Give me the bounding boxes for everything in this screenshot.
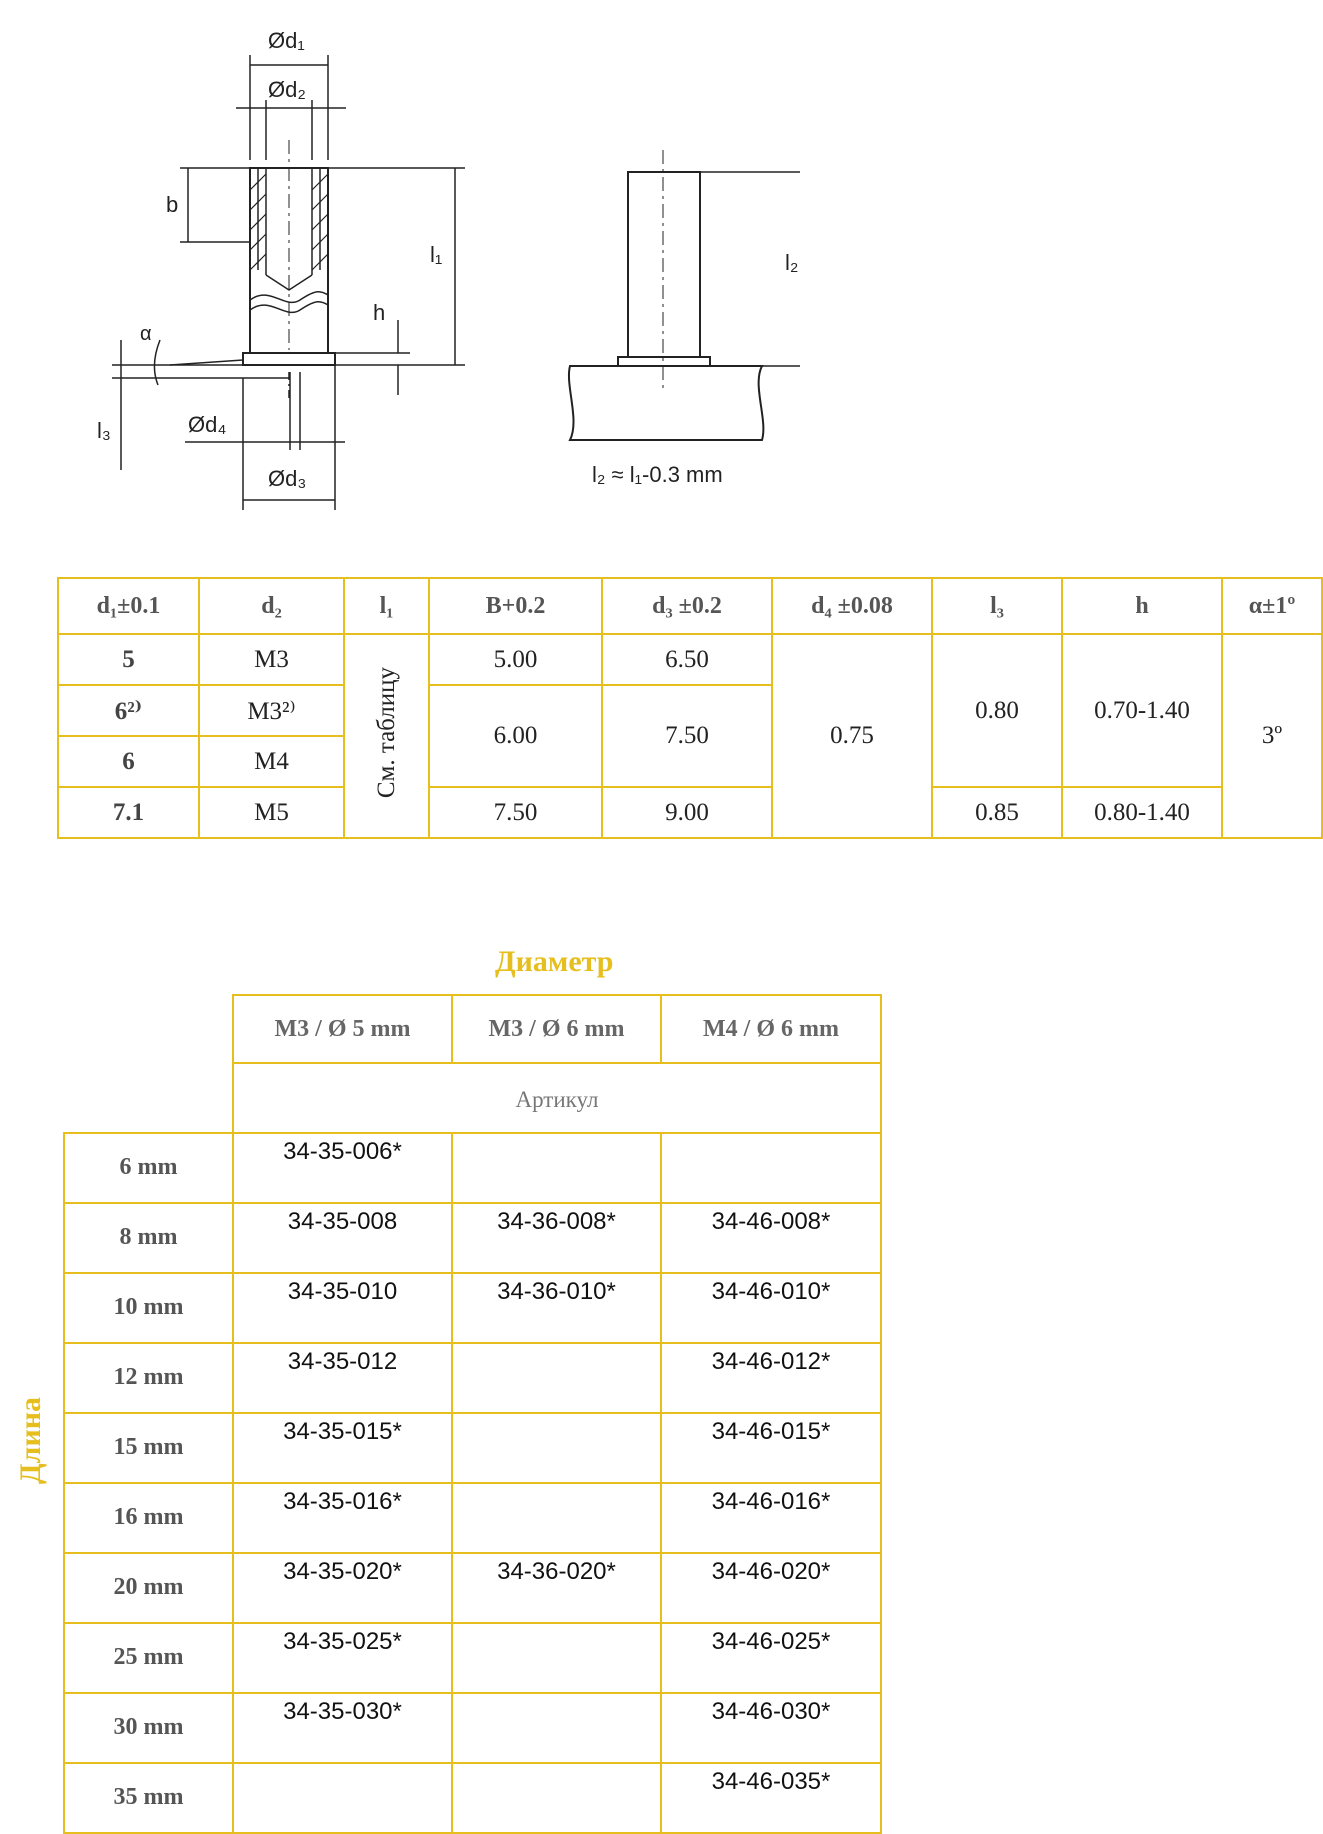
- article-cell: [452, 1413, 661, 1483]
- d2-cell: M3: [199, 634, 344, 685]
- d4-label: Ød₄: [188, 412, 227, 437]
- length-cell: 16 mm: [64, 1483, 233, 1553]
- article-cell: 34-46-030*: [661, 1693, 881, 1763]
- article-cell: 34-35-015*: [233, 1413, 452, 1483]
- article-cell: [452, 1133, 661, 1203]
- d2-cell: M5: [199, 787, 344, 838]
- length-cell: 6 mm: [64, 1133, 233, 1203]
- h-label: h: [373, 300, 386, 325]
- article-cell: 34-46-020*: [661, 1553, 881, 1623]
- article-cell: [452, 1483, 661, 1553]
- d3-label: Ød₃: [268, 466, 307, 491]
- header-d2: d₂: [199, 578, 344, 634]
- length-cell: 30 mm: [64, 1693, 233, 1763]
- article-cell: [452, 1763, 661, 1833]
- table-row: [64, 1483, 881, 1553]
- B-cell: 7.50: [429, 787, 602, 838]
- table-row: [58, 787, 1322, 838]
- l2-label: l₂: [785, 250, 799, 275]
- length-cell: 12 mm: [64, 1343, 233, 1413]
- length-cell: 10 mm: [64, 1273, 233, 1343]
- table-row: [58, 634, 1322, 685]
- corner-blank: [64, 1063, 233, 1133]
- corner-blank: [64, 995, 233, 1063]
- header-l3: l₃: [932, 578, 1062, 634]
- B-cell: 6.00: [429, 685, 602, 787]
- article-cell: 34-46-012*: [661, 1343, 881, 1413]
- h-cell: 0.70-1.40: [1062, 634, 1222, 787]
- article-cell: 34-36-010*: [452, 1273, 661, 1343]
- article-cell: 34-46-015*: [661, 1413, 881, 1483]
- d1-label: Ød₁: [268, 28, 305, 53]
- l3-cell: 0.80: [932, 634, 1062, 787]
- d2-cell: M3²⁾: [199, 685, 344, 736]
- length-title: Длина: [14, 1396, 47, 1484]
- column-header-m3-5: M3 / Ø 5 mm: [233, 995, 452, 1063]
- article-cell: 34-46-025*: [661, 1623, 881, 1693]
- header-B: B+0.2: [429, 578, 602, 634]
- B-cell: 5.00: [429, 634, 602, 685]
- b-label: b: [166, 192, 179, 217]
- technical-drawing: [0, 0, 800, 530]
- article-cell: 34-35-012: [233, 1343, 452, 1413]
- length-cell: 15 mm: [64, 1413, 233, 1483]
- column-header-row: [64, 995, 881, 1063]
- article-label-row: [64, 1063, 881, 1133]
- table-row: [64, 1763, 881, 1833]
- article-cell: 34-36-008*: [452, 1203, 661, 1273]
- l1-cell: [344, 634, 429, 838]
- table-row: [64, 1273, 881, 1343]
- table-row: [64, 1553, 881, 1623]
- article-cell: [452, 1693, 661, 1763]
- table-row: [64, 1343, 881, 1413]
- column-header-m3-6: M3 / Ø 6 mm: [452, 995, 661, 1063]
- article-cell: 34-35-025*: [233, 1623, 452, 1693]
- length-cell: 20 mm: [64, 1553, 233, 1623]
- article-label: Артикул: [233, 1063, 881, 1133]
- article-cell: [233, 1763, 452, 1833]
- article-cell: 34-35-010: [233, 1273, 452, 1343]
- header-d4: d₄ ±0.08: [772, 578, 932, 634]
- d1-cell: 5: [58, 634, 199, 685]
- see-table-text: См. таблицу: [372, 666, 400, 799]
- table-row: [64, 1413, 881, 1483]
- d2-label: Ød₂: [268, 77, 306, 102]
- l3-label: l₃: [97, 418, 111, 443]
- article-cell: 34-35-008: [233, 1203, 452, 1273]
- length-cell: 35 mm: [64, 1763, 233, 1833]
- spec-table: [57, 577, 1323, 839]
- table-row: [64, 1693, 881, 1763]
- article-table: [63, 994, 882, 1834]
- l1-label: l₁: [430, 242, 443, 267]
- formula-label: l₂ ≈ l₁-0.3 mm: [592, 462, 723, 487]
- table-row: [64, 1133, 881, 1203]
- d2-cell: M4: [199, 736, 344, 787]
- diameter-title: Диаметр: [495, 945, 614, 978]
- l3-cell: 0.85: [932, 787, 1062, 838]
- alpha-cell: 3º: [1222, 634, 1322, 838]
- d3-cell: 9.00: [602, 787, 772, 838]
- d1-cell: 6: [58, 736, 199, 787]
- alpha-label: α: [140, 323, 152, 345]
- article-cell: [452, 1343, 661, 1413]
- spec-header-row: [58, 578, 1322, 634]
- header-alpha: α±1º: [1222, 578, 1322, 634]
- d4-cell: 0.75: [772, 634, 932, 838]
- article-cell: [452, 1623, 661, 1693]
- length-cell: 25 mm: [64, 1623, 233, 1693]
- article-cell: 34-35-016*: [233, 1483, 452, 1553]
- d3-cell: 7.50: [602, 685, 772, 787]
- header-d3: d₃ ±0.2: [602, 578, 772, 634]
- d3-cell: 6.50: [602, 634, 772, 685]
- header-h: h: [1062, 578, 1222, 634]
- length-cell: 8 mm: [64, 1203, 233, 1273]
- article-cell: 34-46-016*: [661, 1483, 881, 1553]
- article-cell: 34-36-020*: [452, 1553, 661, 1623]
- table-row: [64, 1623, 881, 1693]
- header-d1: d₁±0.1: [58, 578, 199, 634]
- article-cell: 34-46-035*: [661, 1763, 881, 1833]
- article-cell: 34-46-010*: [661, 1273, 881, 1343]
- article-cell: 34-35-020*: [233, 1553, 452, 1623]
- article-cell: 34-46-008*: [661, 1203, 881, 1273]
- article-cell: [661, 1133, 881, 1203]
- article-cell: 34-35-006*: [233, 1133, 452, 1203]
- d1-cell: 7.1: [58, 787, 199, 838]
- header-l1: l₁: [344, 578, 429, 634]
- table-row: [64, 1203, 881, 1273]
- column-header-m4-6: M4 / Ø 6 mm: [661, 995, 881, 1063]
- article-cell: 34-35-030*: [233, 1693, 452, 1763]
- h-cell: 0.80-1.40: [1062, 787, 1222, 838]
- d1-cell: 6²⁾: [58, 685, 199, 736]
